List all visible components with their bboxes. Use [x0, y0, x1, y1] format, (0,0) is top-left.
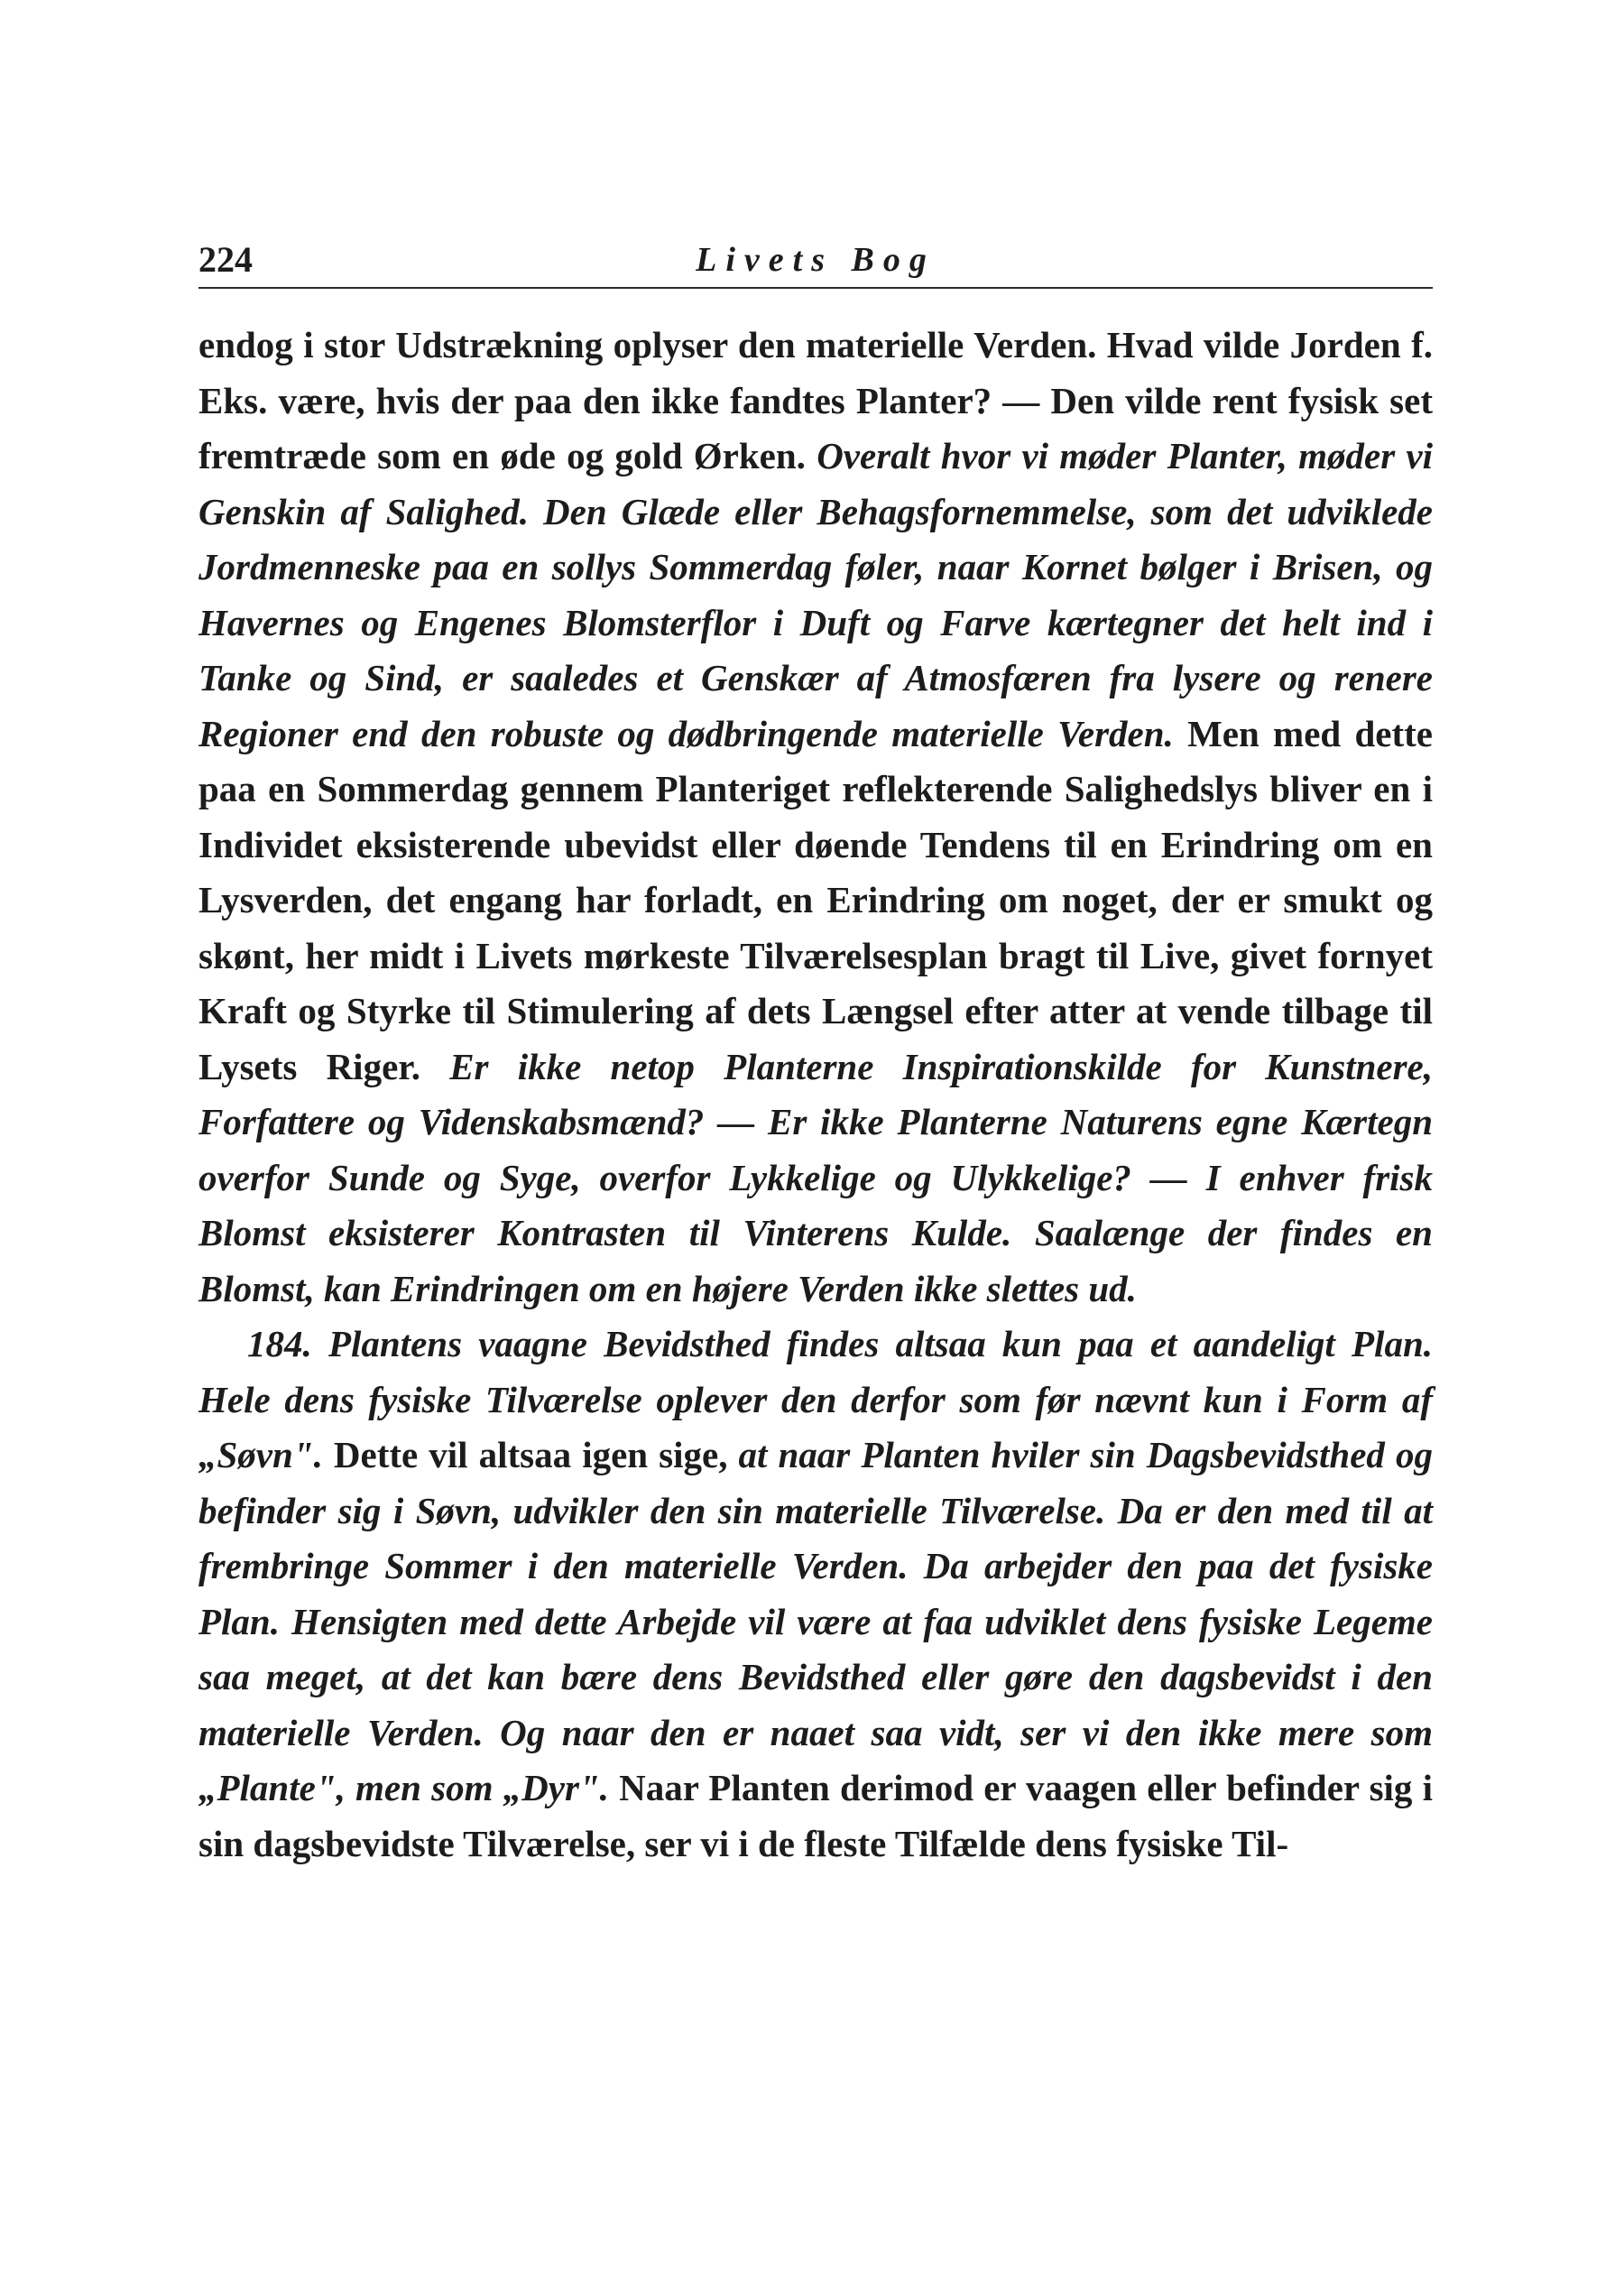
italic-text-span: at naar Planten hviler sin Dagsbevidsthed og befinder sig i Søvn, udvikler den sin materielle Tilværelse. Da er den med til at frembringe Sommer i den materielle Verden. Da arbejder den paa det fysiske Plan. Hensigten med dette Arbejde vil være at faa udviklet dens fysiske Legeme saa meget, at det kan bære dens Bevidsthed eller gøre den dagsbevidst i den materielle Verden. Og naar den er naaet saa vidt, ser vi den ikke mere som „Plante", men som „Dyr".: [198, 1434, 1434, 1808]
italic-text-span: Overalt hvor vi møder Planter, møder vi Genskin af Salighed. Den Glæde eller Behagsfornemmelse, som det udviklede Jordmenneske paa en sollys Sommerdag føler, naar Kornet bølger i Brisen, og Havernes og Engenes Blomsterflor i Duft og Farve kærtegner det helt ind i Tanke og Sind, er saaledes et Genskær af Atmosfæren fra lysere og renere Regioner end den robuste og dødbringende materielle Verden.: [198, 435, 1434, 754]
page-header: [198, 236, 1433, 289]
text-span: Men med dette paa en Sommerdag gennem Planteriget reflekterende Salighedslys bliver en i Individet eksisterende ubevidst eller døende Tendens til en Erindring om en Lysverden, det engang har forladt, en Erindring om noget, der er smukt og skønt, her midt i Livets mørkeste Tilværelsesplan bragt til Live, givet fornyet Kraft og Styrke til Stimulering af dets Længsel efter atter at vende tilbage til Lysets Riger.: [198, 712, 1434, 1087]
paragraph: [198, 318, 1433, 1317]
paragraph-184: [198, 1317, 1433, 1872]
running-title: Livets Bog: [696, 241, 936, 279]
page-number: 224: [198, 239, 253, 280]
text-span: endog i stor Udstrækning oplyser den materielle Verden. Hvad vilde Jorden f. Eks. være, hvis der paa den ikke fandtes Planter? — Den vilde rent fysisk set fremtræde som en øde og gold Ørken.: [198, 324, 1433, 476]
text-span: Naar Planten derimod er vaagen eller befinder sig i sin dagsbevidste Tilværelse, ser vi i de fleste Tilfælde dens fysiske Til-: [198, 1767, 1433, 1864]
italic-text-span: Er ikke netop Planterne Inspirationskilde for Kunstnere, Forfattere og Videnskabsmænd? — Er ikke Planterne Naturens egne Kærtegn overfor Sunde og Syge, overfor Lykkelige og Ulykkelige? — I enhver frisk Blomst eksisterer Kontrasten til Vinterens Kulde. Saalænge der findes en Blomst, kan Erindringen om en højere Verden ikke slettes ud.: [198, 1045, 1433, 1309]
text-span: Dette vil altsaa igen sige,: [322, 1434, 739, 1475]
italic-text-span: 184. Plantens vaagne Bevidsthed findes altsaa kun paa et aandeligt Plan. Hele dens fysiske Tilværelse oplever den derfor som før nævnt kun i Form af „Søvn".: [198, 1323, 1433, 1475]
body-text: [198, 318, 1433, 1872]
